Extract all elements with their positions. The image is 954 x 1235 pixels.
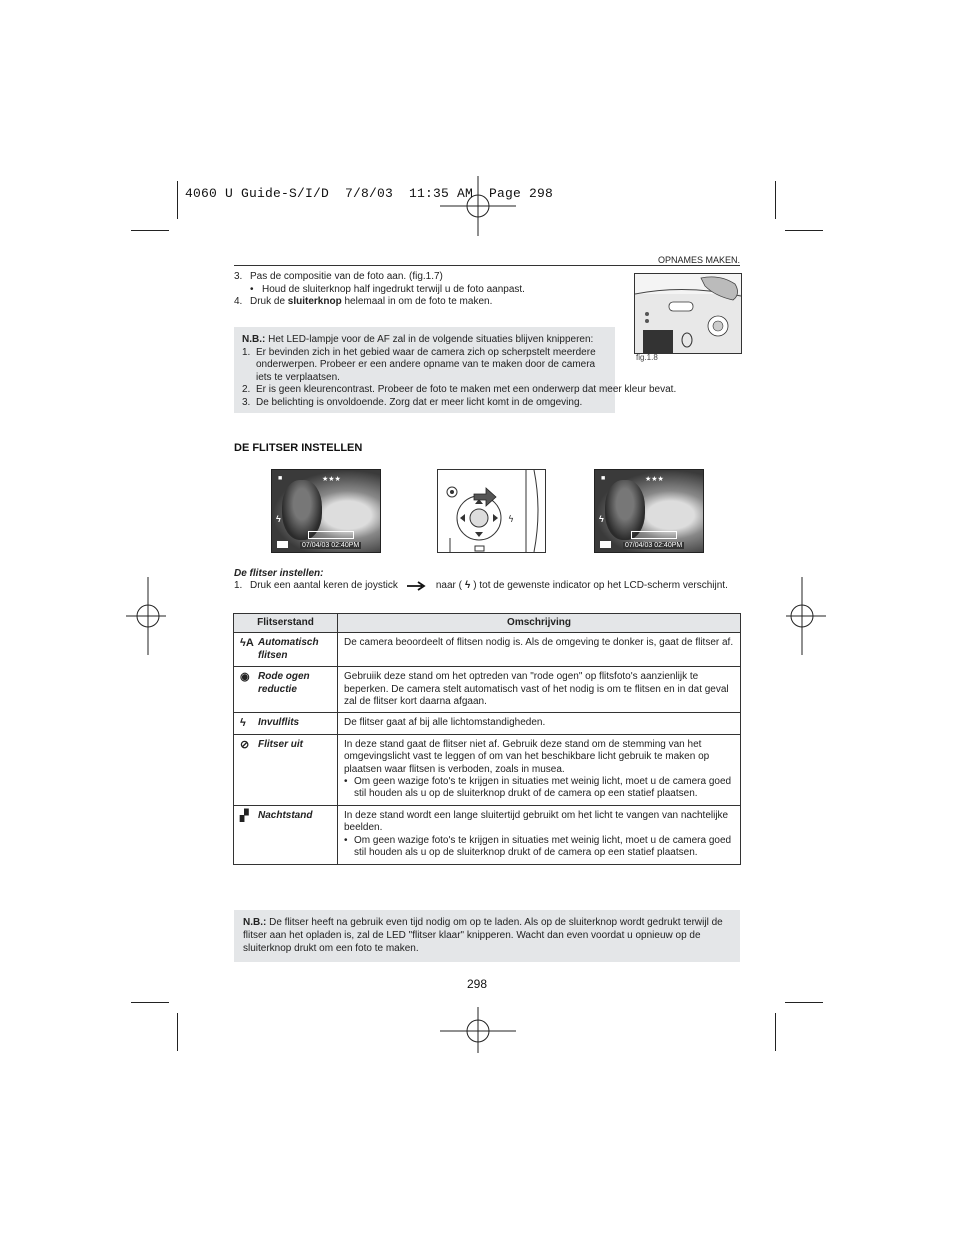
registration-mark-top <box>440 176 516 236</box>
lcd-preview-left <box>271 469 381 553</box>
steps-top <box>234 271 624 309</box>
note-flash-recharge: N.B.: De flitser heeft na gebruik even tijd nodig om op te laden. Als op de sluiterknop wordt gedrukt terwijl de flitser aan het opladen is, zal de LED "flitser klaar" knipperen. Wacht dan even voordat u opnieuw op de sluiterknop drukt om een foto te maken. <box>234 910 740 962</box>
crop-mark <box>775 1013 776 1051</box>
registration-mark-left <box>126 577 166 655</box>
section-title: OPNAMES MAKEN. <box>657 255 740 265</box>
quality-icon: ★★★ <box>645 476 664 483</box>
zoom-bar <box>631 531 677 539</box>
flash-off-icon: ⊘ <box>240 738 250 751</box>
zoom-bar <box>308 531 354 539</box>
battery-icon <box>277 541 288 548</box>
section-heading: DE FLITSER INSTELLEN <box>234 442 363 454</box>
instruction-caption: De flitser instellen: <box>234 568 324 579</box>
lcd-preview-right <box>594 469 704 553</box>
camera-mode-icon: ■ <box>601 475 606 482</box>
bullet-item: • Om geen wazige foto's te krijgen in situaties met weinig licht, moet u de camera goed stil houden als u op de sluiterknop drukt of de camera op een statief plaatsen. <box>344 834 732 859</box>
note-item: 3. De belichting is onvoldoende. Zorg dat er meer licht komt in de omgeving. <box>242 396 583 408</box>
flash-icon: ϟ <box>464 580 471 591</box>
flash-indicator-icon: ϟ <box>599 514 604 524</box>
note-item: 1. Er bevinden zich in het gebied waar de camera zich op scherpstelt meerdere onderwerpen. Probeer er een andere opname van te maken door de camera iets te verplaatsen. <box>242 346 596 383</box>
table-row: ▞ Nachtstand In deze stand wordt een lange sluitertijd gebruikt om het licht te vangen van nachtelijke beelden. • Om geen wazige foto's te krijgen in situaties met weinig licht, moet u de camera goed stil houden als u op de sluiterknop drukt of de camera op een statief plaatsen. <box>234 805 741 864</box>
flash-mode-table <box>233 613 741 865</box>
red-eye-icon: ◉ <box>240 671 250 684</box>
step-bullet: • Houd de sluiterknop half ingedrukt terwijl u de foto aanpast. <box>250 283 525 295</box>
quality-icon: ★★★ <box>322 476 341 483</box>
step-item: 4. Druk de sluiterknop helemaal in om de foto te maken. <box>234 296 493 307</box>
fill-flash-icon: ϟ <box>240 717 246 730</box>
instruction-step: 1. Druk een aantal keren de joystick naar ( ϟ ) tot de gewenste indicator op het LCD-scherm verschijnt. <box>234 580 728 591</box>
crop-mark <box>785 230 823 231</box>
registration-mark-right <box>786 577 826 655</box>
bullet-item: • Om geen wazige foto's te krijgen in situaties met weinig licht, moet u de camera goed stil houden als u op de sluiterknop drukt of de camera op een statief plaatsen. <box>344 776 732 800</box>
arrow-right-icon <box>404 581 430 591</box>
column-header: Flitserstand <box>234 614 338 633</box>
camera-mode-icon: ■ <box>278 475 283 482</box>
lcd-timestamp: 07/04/03 02:40PM <box>302 542 360 549</box>
table-row: ϟ Invulflits De flitser gaat af bij alle lichtomstandigheden. <box>234 713 741 734</box>
column-header: Omschrijving <box>338 614 741 633</box>
crop-mark <box>131 1002 169 1003</box>
section-rule <box>234 265 740 266</box>
crop-mark <box>177 181 178 219</box>
step-item: 3. Pas de compositie van de foto aan. (fig.1.7) <box>234 271 443 282</box>
table-row: ⊘ Flitser uit In deze stand gaat de flitser niet af. Gebruik deze stand om de stemming van het omgevingslicht vast te leggen of om van het beschikbare licht gebruik te maken op plaatsen waar flitsen is verboden, zoals in musea. • Om geen wazige foto's te krijgen in situaties met weinig licht, moet u de camera goed stil houden als u op de sluiterknop drukt of de camera op een statief plaatsen. <box>234 734 741 805</box>
lcd-timestamp: 07/04/03 02:40PM <box>625 542 683 549</box>
crop-mark <box>785 1002 823 1003</box>
camera-illustration <box>635 274 741 353</box>
night-mode-icon: ▞ <box>240 809 249 822</box>
svg-text:ϟ: ϟ <box>508 515 514 525</box>
crop-mark <box>775 181 776 219</box>
figure-caption: fig.1.8 <box>636 353 658 362</box>
table-header-row <box>234 614 741 633</box>
flash-indicator-icon: ϟ <box>276 514 281 524</box>
camera-joystick-illustration <box>437 469 546 553</box>
battery-icon <box>600 541 611 548</box>
crop-mark <box>177 1013 178 1051</box>
table-row: ϟA Automatisch flitsen De camera beoordeelt of flitsen nodig is. Als de omgeving te donker is, gaat de flitser af. <box>234 633 741 667</box>
flash-auto-icon: ϟA <box>240 637 254 650</box>
table-row: ◉ Rode ogen reductie Gebruiik deze stand om het optreden van "rode ogen" op flitsfoto's aanzienlijk te beperken. De camera stelt automatisch vast of het nodig is om te flitsen en in dat geval zal de flitser kort daarna afgaan. <box>234 667 741 713</box>
note-af-led: N.B.: Het LED-lampje voor de AF zal in de volgende situaties blijven knipperen: 1. Er bevinden zich in het gebied waar de camera zich op scherpstelt meerdere onderwerpen. Probeer er een andere opname van te maken door de camera iets te verplaatsen. 2. Er is geen kleurencontrast. Probeer de foto te maken met een onderwerp dat meer kleur bevat. 3. De belichting is onvoldoende. Zorg dat er meer licht komt in de omgeving. <box>234 327 615 413</box>
figure-camera-back <box>634 273 742 354</box>
crop-mark <box>131 230 169 231</box>
note-item: 2. Er is geen kleurencontrast. Probeer de foto te maken met een onderwerp dat meer kleur bevat. <box>242 384 677 395</box>
page-number: 298 <box>466 977 488 991</box>
print-slug: 4060 U Guide-S/I/D 7/8/03 11:35 AM Page 298 <box>185 186 554 201</box>
registration-mark-bottom <box>440 1007 516 1053</box>
